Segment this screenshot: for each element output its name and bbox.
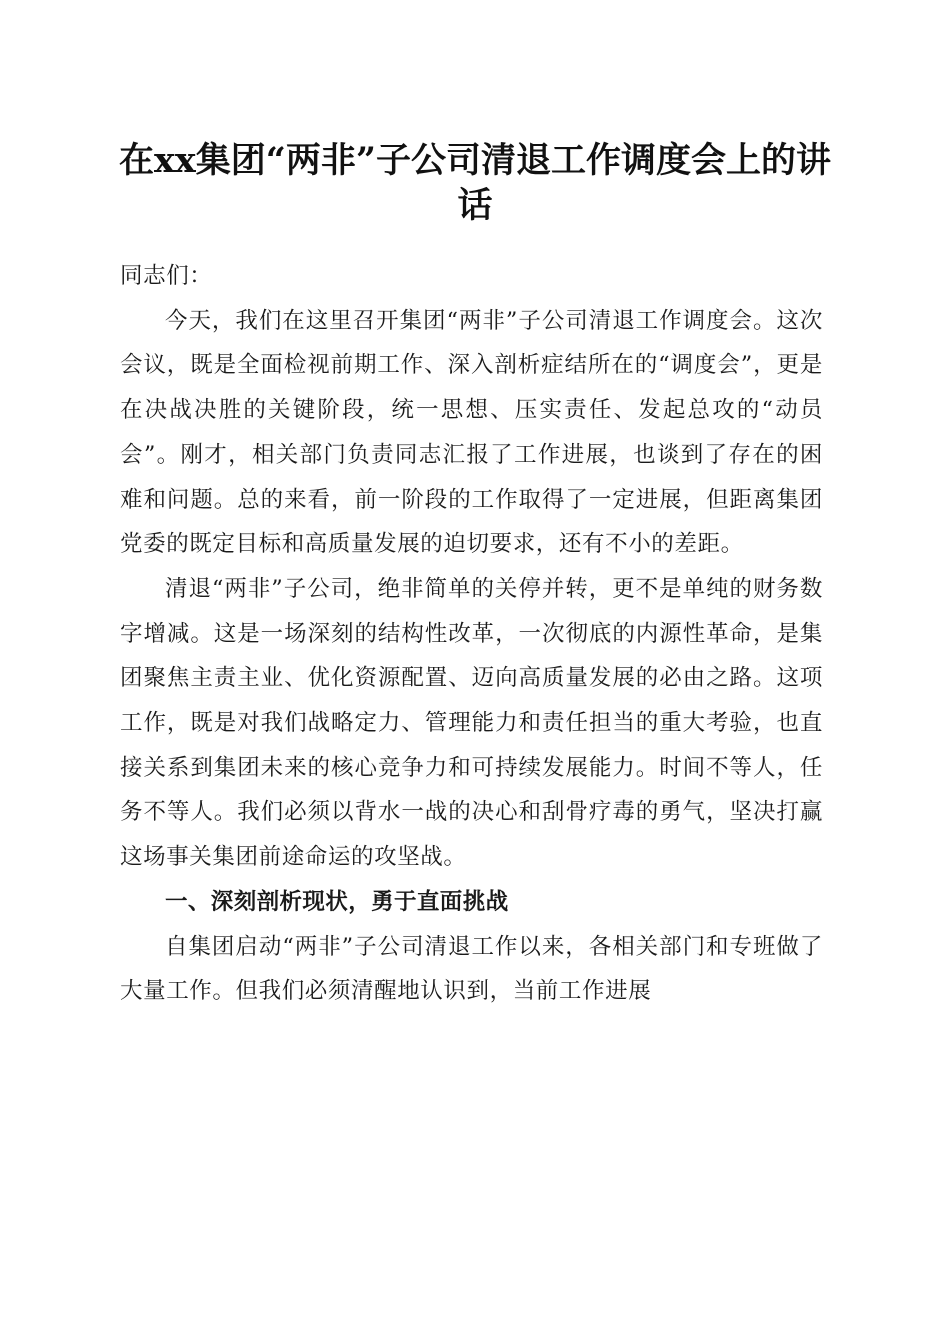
document-title: 在xx集团“两非”子公司清退工作调度会上的讲话 xyxy=(119,140,831,226)
paragraph-opening: 今天，我们在这里召开集团“两非”子公司清退工作调度会。这次会议，既是全面检视前期工作、深入剖析症结所在的“调度会”，更是在决战决胜的关键阶段，统一思想、压实责任、发起总攻的“动员会”。刚才，相关部门负责同志汇报了工作进展，也谈到了存在的困难和问题。总的来看，前一阶段的工作取得了一定进展，但距离集团党委的既定目标和高质量发展的迫切要求，还有不小的差距。 xyxy=(120,307,823,558)
section-heading: 一、深刻剖析现状，勇于直面挑战 xyxy=(165,888,509,915)
paragraph-significance: 清退“两非”子公司，绝非简单的关停并转，更不是单纯的财务数字增减。这是一场深刻的结构性改革，一次彻底的内源性革命，是集团聚焦主责主业、优化资源配置、迈向高质量发展的必由之路。这项工作，既是对我们战略定力、管理能力和责任担当的重大考验，也直接关系到集团未来的核心竞争力和可持续发展能力。时间不等人，任务不等人。我们必须以背水一战的决心和刮骨疗毒的勇气，坚决打赢这场事关集团前途命运的攻坚战。 xyxy=(120,575,823,871)
paragraph-section-one: 自集团启动“两非”子公司清退工作以来，各相关部门和专班做了大量工作。但我们必须清醒地认识到，当前工作进展 xyxy=(120,933,823,1005)
salutation: 同志们： xyxy=(120,263,213,289)
document-body xyxy=(120,254,823,1014)
